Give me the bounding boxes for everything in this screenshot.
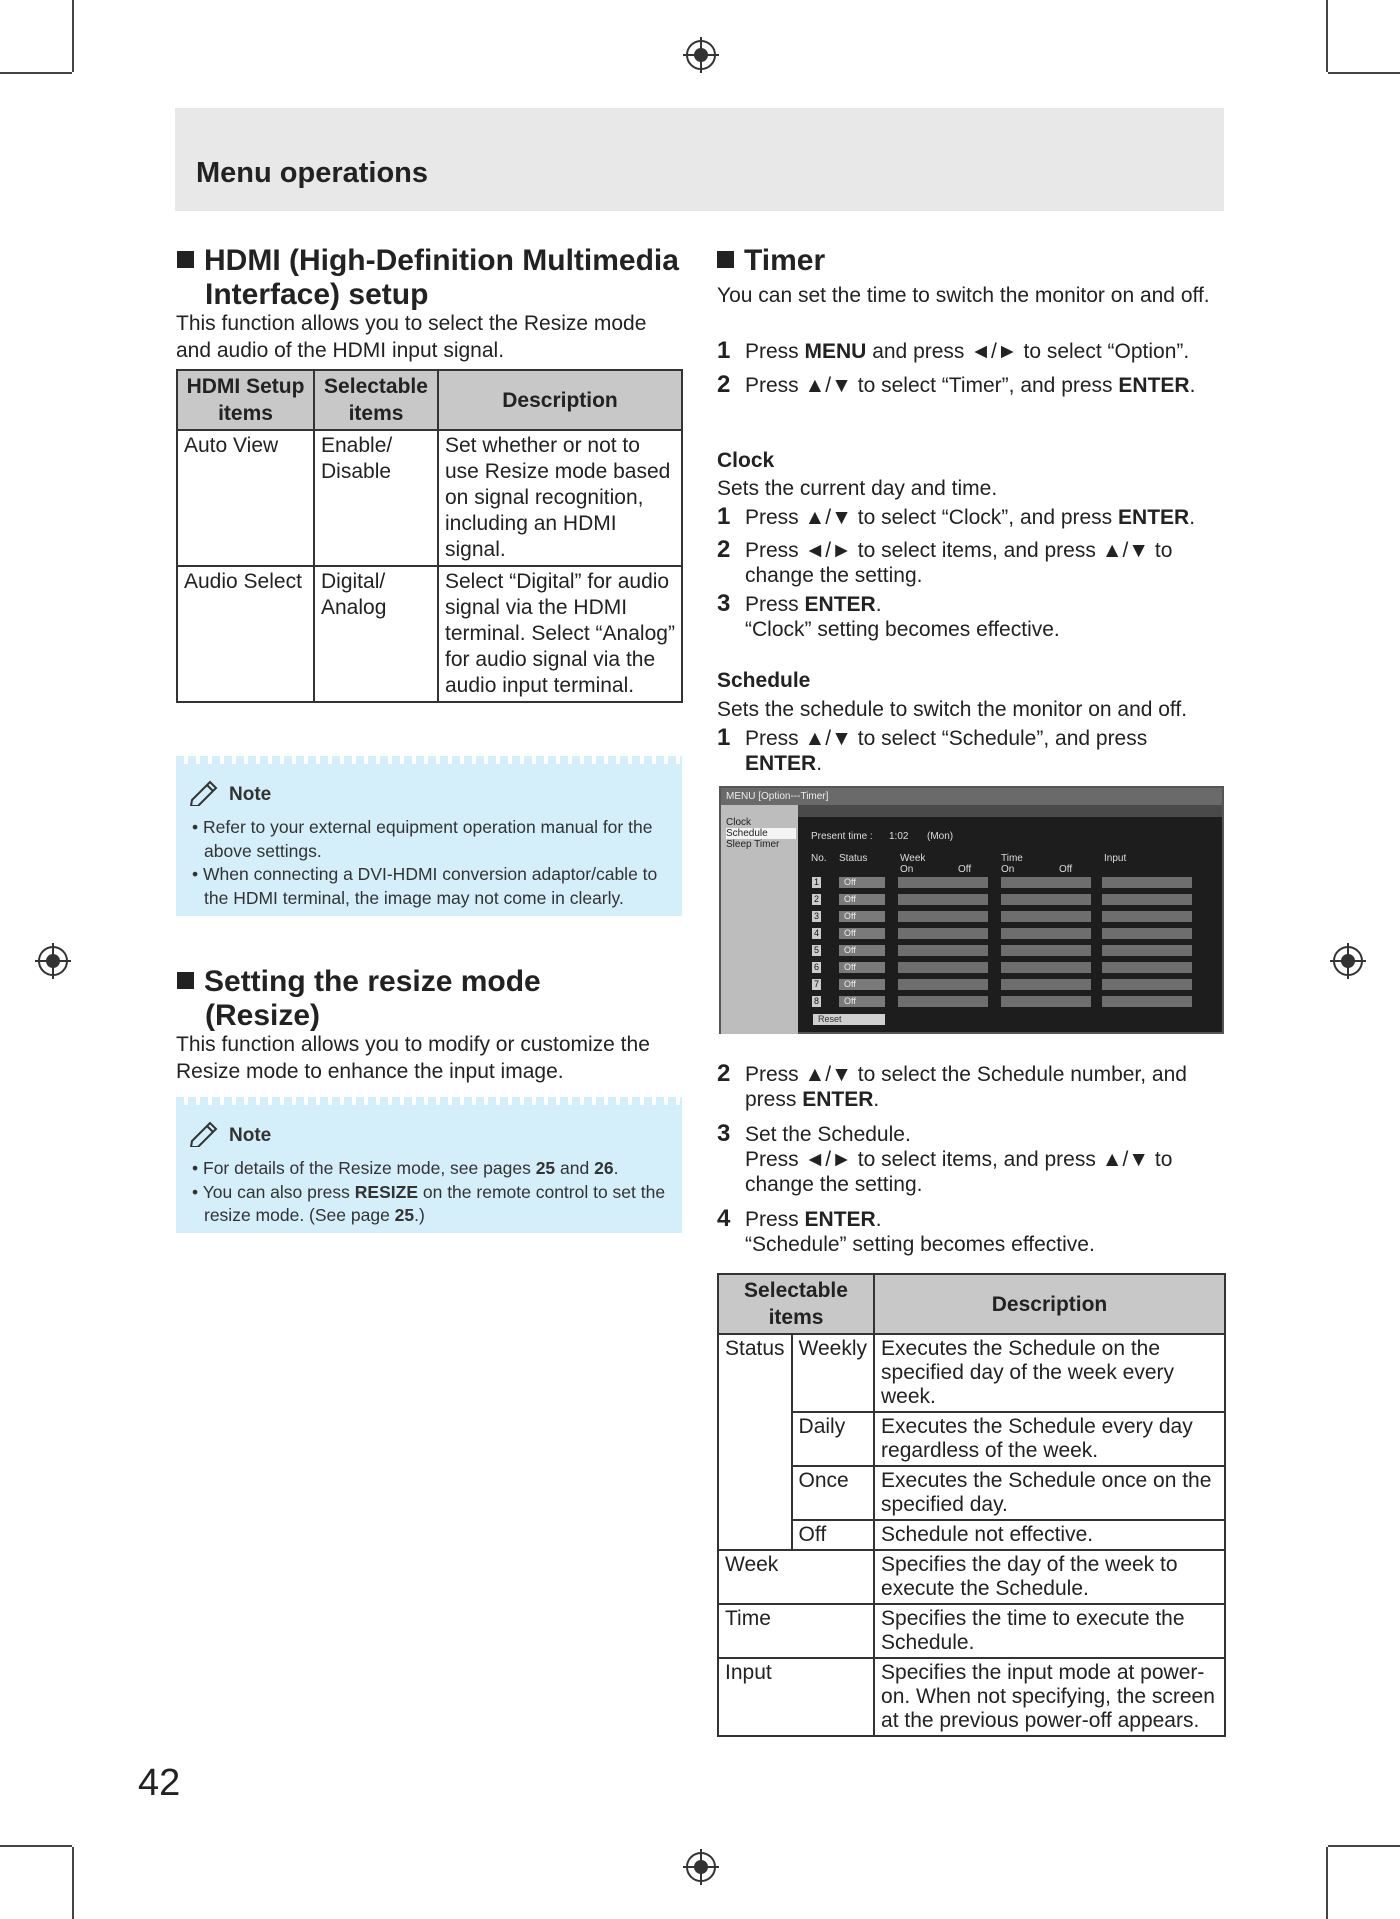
- column-header: Description: [438, 370, 682, 430]
- table-header-row: [177, 370, 682, 430]
- table-cell: Specifies the day of the week to execute the Schedule.: [874, 1550, 1225, 1604]
- schedule-status-cell[interactable]: Off: [839, 894, 885, 905]
- table-row: [718, 1466, 1225, 1520]
- schedule-title: Schedule: [717, 669, 811, 692]
- week-on-label: On: [900, 864, 914, 875]
- note-item: • You can also press RESIZE on the remote control to set the resize mode. (See page 25.): [190, 1181, 670, 1228]
- step: 3 Press ENTER. “Clock” setting becomes effective.: [717, 590, 1060, 641]
- column-header: HDMI Setup items: [177, 370, 314, 430]
- table-cell: Specifies the time to execute the Schedule.: [874, 1604, 1225, 1658]
- table-row: [718, 1520, 1225, 1550]
- column-input: Input: [1104, 853, 1127, 864]
- registration-mark-bottom-icon: [686, 1852, 716, 1882]
- schedule-steps: [717, 1062, 1227, 1257]
- sidebar-item-clock: Clock: [726, 817, 752, 828]
- table-row: [718, 1412, 1225, 1466]
- table-cell: Digital/ Analog: [314, 566, 438, 702]
- hdmi-intro: This function allows you to select the Resize mode and audio of the HDMI input signal.: [176, 312, 647, 362]
- column-status: Status: [839, 853, 868, 864]
- schedule-row-number[interactable]: 5: [813, 945, 819, 955]
- timer-heading: Timer: [717, 244, 825, 278]
- present-day-value: (Mon): [927, 831, 954, 842]
- table-cell: Executes the Schedule on the specified day of the week every week.: [874, 1334, 1225, 1412]
- resize-intro: This function allows you to modify or customize the Resize mode to enhance the input image.: [176, 1033, 650, 1083]
- schedule-time-cell[interactable]: [1001, 979, 1091, 990]
- step: 2 Press ▲/▼ to select “Timer”, and press ENTER.: [717, 371, 1196, 398]
- column-header: Selectable items: [314, 370, 438, 430]
- step: 1 Press ▲/▼ to select “Clock”, and press ENTER.: [717, 503, 1196, 530]
- timer-intro: You can set the time to switch the monitor on and off.: [717, 284, 1210, 307]
- time-on-label: On: [1001, 864, 1015, 875]
- registration-mark-left-icon: [38, 946, 68, 976]
- schedule-time-cell[interactable]: [1001, 996, 1091, 1007]
- reset-button[interactable]: Reset: [813, 1014, 885, 1025]
- schedule-time-cell[interactable]: [1001, 894, 1091, 905]
- note-item: • When connecting a DVI-HDMI conversion adaptor/cable to the HDMI terminal, the image may not come in clearly.: [190, 863, 670, 910]
- schedule-time-cell[interactable]: [1001, 877, 1091, 888]
- schedule-row-number[interactable]: 1: [813, 877, 819, 887]
- schedule-time-cell[interactable]: [1001, 928, 1091, 939]
- step: 1 Press ▲/▼ to select “Schedule”, and press ENTER.: [717, 724, 1148, 775]
- schedule-row-number[interactable]: 3: [813, 911, 819, 921]
- pencil-icon: [188, 1117, 224, 1147]
- schedule-week-cell[interactable]: [898, 877, 988, 888]
- timer-steps: [717, 339, 1227, 398]
- sidebar-item-schedule: Schedule: [726, 828, 796, 839]
- column-header: Selectable items: [718, 1274, 874, 1334]
- table-cell: Enable/ Disable: [314, 430, 438, 566]
- step: 2 Press ◄/► to select items, and press ▲/▼ to change the setting.: [717, 536, 1173, 587]
- table-row: [718, 1604, 1225, 1658]
- column-time: Time: [1001, 853, 1023, 864]
- table-row: [718, 1658, 1225, 1736]
- schedule-status-cell[interactable]: Off: [839, 928, 885, 939]
- table-cell: Input: [718, 1658, 874, 1736]
- schedule-week-cell[interactable]: [898, 911, 988, 922]
- schedule-status-cell[interactable]: Off: [839, 979, 885, 990]
- step: 2 Press ▲/▼ to select the Schedule number, and press ENTER.: [717, 1060, 1187, 1111]
- present-time-value: 1:02: [889, 831, 909, 842]
- note-label: Note: [229, 784, 272, 805]
- schedule-time-cell[interactable]: [1001, 911, 1091, 922]
- table-row: [177, 430, 682, 566]
- schedule-input-cell[interactable]: [1102, 911, 1192, 922]
- week-off-label: Off: [958, 864, 972, 875]
- schedule-week-cell[interactable]: [898, 996, 988, 1007]
- table-cell: Auto View: [177, 430, 314, 566]
- pencil-icon: [188, 776, 224, 806]
- table-cell: Specifies the input mode at power-on. When not specifying, the screen at the previous power-off appears.: [874, 1658, 1225, 1736]
- schedule-status-cell[interactable]: Off: [839, 877, 885, 888]
- schedule-row-number[interactable]: 2: [813, 894, 819, 904]
- table-header-row: [718, 1274, 1225, 1334]
- schedule-step-1: [717, 726, 1177, 776]
- schedule-row-number[interactable]: 8: [813, 996, 819, 1006]
- table-cell: Status: [718, 1334, 792, 1550]
- schedule-status-cell[interactable]: Off: [839, 945, 885, 956]
- schedule-row-number[interactable]: 4: [813, 928, 819, 938]
- schedule-row-number[interactable]: 6: [813, 962, 819, 972]
- schedule-week-cell[interactable]: [898, 979, 988, 990]
- table-cell: Select “Digital” for audio signal via the HDMI terminal. Select “Analog” for audio signal via the audio input terminal.: [438, 566, 682, 702]
- note-item: • For details of the Resize mode, see pages 25 and 26.: [190, 1157, 670, 1181]
- clock-steps: [717, 505, 1227, 642]
- schedule-status-cell[interactable]: Off: [839, 996, 885, 1007]
- square-bullet-icon: [177, 251, 194, 268]
- table-row: [177, 566, 682, 702]
- note-label: Note: [229, 1125, 272, 1146]
- menu-sidebar: [721, 805, 798, 1034]
- time-off-label: Off: [1059, 864, 1073, 875]
- timer-menu-screenshot: [719, 786, 1224, 1034]
- square-bullet-icon: [717, 251, 734, 268]
- registration-mark-top-icon: [686, 40, 716, 70]
- schedule-input-cell[interactable]: [1102, 877, 1192, 888]
- resize-note-box: [176, 1097, 682, 1233]
- schedule-intro: Sets the schedule to switch the monitor on and off.: [717, 698, 1188, 721]
- clock-intro: Sets the current day and time.: [717, 477, 998, 500]
- column-no: No.: [811, 853, 827, 864]
- schedule-week-cell[interactable]: [898, 962, 988, 973]
- schedule-week-cell[interactable]: [898, 945, 988, 956]
- sidebar-item-sleep-timer: Sleep Timer: [726, 839, 780, 850]
- table-cell: Week: [718, 1550, 874, 1604]
- table-cell: Audio Select: [177, 566, 314, 702]
- hdmi-note-box: [176, 756, 682, 916]
- schedule-week-cell[interactable]: [898, 894, 988, 905]
- schedule-week-cell[interactable]: [898, 928, 988, 939]
- schedule-status-cell[interactable]: Off: [839, 962, 885, 973]
- table-cell: Off: [792, 1520, 874, 1550]
- registration-mark-right-icon: [1333, 946, 1363, 976]
- page-number: 42: [138, 1762, 181, 1804]
- table-cell: Daily: [792, 1412, 874, 1466]
- schedule-table: [717, 1273, 1226, 1737]
- schedule-time-cell[interactable]: [1001, 962, 1091, 973]
- table-row: [718, 1334, 1225, 1412]
- table-cell: Time: [718, 1604, 874, 1658]
- table-cell: Executes the Schedule once on the specified day.: [874, 1466, 1225, 1520]
- column-header: Description: [874, 1274, 1225, 1334]
- step: 4 Press ENTER. “Schedule” setting becomes effective.: [717, 1205, 1095, 1256]
- schedule-input-cell[interactable]: [1102, 996, 1192, 1007]
- clock-title: Clock: [717, 449, 775, 472]
- hdmi-heading: HDMI (High-Definition Multimedia Interface) setup: [177, 244, 697, 312]
- table-cell: Weekly: [792, 1334, 874, 1412]
- square-bullet-icon: [177, 972, 194, 989]
- schedule-row-number[interactable]: 7: [813, 979, 819, 989]
- present-time-label: Present time :: [811, 831, 873, 842]
- table-cell: Once: [792, 1466, 874, 1520]
- schedule-input-cell[interactable]: [1102, 962, 1192, 973]
- schedule-status-cell[interactable]: Off: [839, 911, 885, 922]
- column-week: Week: [900, 853, 926, 864]
- step: 1 Press MENU and press ◄/► to select “Option”.: [717, 337, 1190, 364]
- schedule-input-cell[interactable]: [1102, 894, 1192, 905]
- schedule-input-cell[interactable]: [1102, 979, 1192, 990]
- note-item: • Refer to your external equipment operation manual for the above settings.: [190, 816, 670, 863]
- schedule-input-cell[interactable]: [1102, 945, 1192, 956]
- schedule-time-cell[interactable]: [1001, 945, 1091, 956]
- step: 3 Set the Schedule. Press ◄/► to select items, and press ▲/▼ to change the setting.: [717, 1120, 1173, 1196]
- table-cell: Schedule not effective.: [874, 1520, 1225, 1550]
- page-title: Menu operations: [196, 157, 429, 189]
- menu-bar: MENU [Option---Timer]: [721, 788, 1222, 805]
- hdmi-setup-table: [176, 369, 683, 703]
- table-row: [718, 1550, 1225, 1604]
- table-cell: Executes the Schedule every day regardless of the week.: [874, 1412, 1225, 1466]
- schedule-input-cell[interactable]: [1102, 928, 1192, 939]
- table-cell: Set whether or not to use Resize mode based on signal recognition, including an HDMI signal.: [438, 430, 682, 566]
- resize-heading: Setting the resize mode (Resize): [177, 965, 697, 1033]
